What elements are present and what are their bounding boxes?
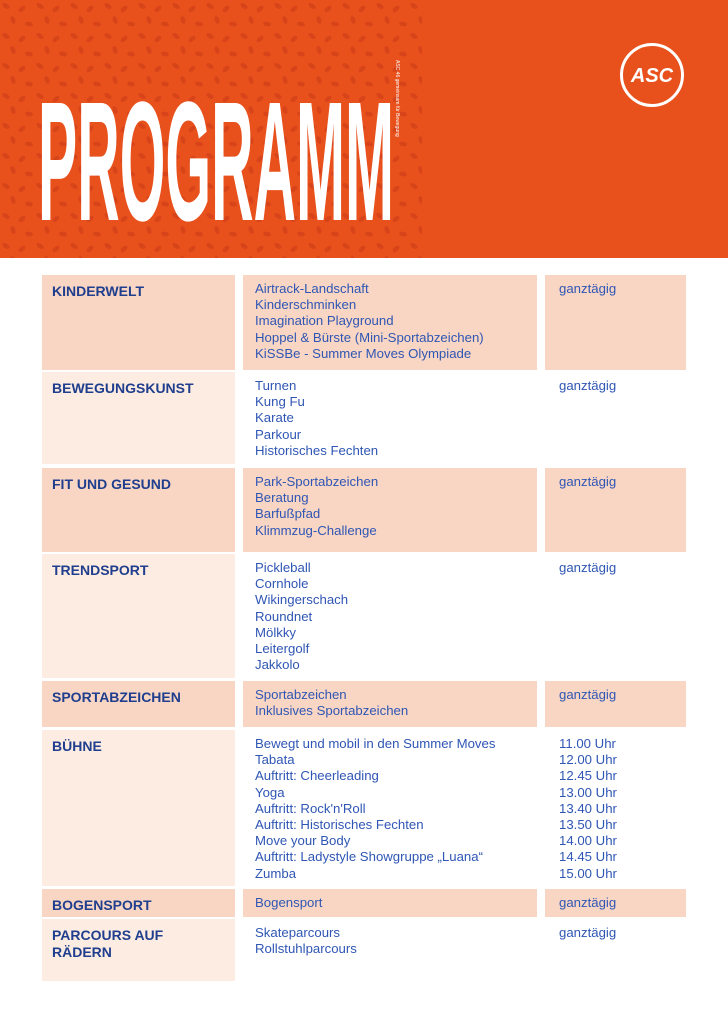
svg-text:PROGRAMM: PROGRAMM: [38, 67, 394, 224]
category-label: KINDERWELT: [52, 283, 145, 299]
activity-item: Auftritt: Ladystyle Showgruppe „Luana“: [255, 849, 483, 865]
activity-item: Auftritt: Historisches Fechten: [255, 817, 424, 833]
activity-item: Beratung: [255, 490, 309, 506]
time-cell: [545, 372, 686, 464]
program-row: [42, 372, 686, 464]
activity-item: Hoppel & Bürste (Mini-Sportabzeichen): [255, 329, 484, 345]
category-cell: [42, 275, 235, 370]
header-banner: [0, 0, 728, 258]
time-cell: [545, 554, 686, 678]
activity-item: Airtrack-Landschaft: [255, 281, 369, 296]
activity-item: Mölkky: [255, 624, 297, 640]
svg-text:ASC 46 gemeinsam für Bewegung: ASC 46 gemeinsam für Bewegung: [394, 60, 400, 137]
activities-cell: [243, 468, 537, 552]
time-value: ganztägig: [559, 925, 617, 940]
activity-item: Karate: [255, 410, 294, 426]
time-value: ganztägig: [559, 895, 617, 910]
vertical-note: [386, 60, 400, 170]
program-row: [42, 889, 686, 917]
svg-text:ASC: ASC: [630, 65, 674, 87]
page-title: [38, 40, 398, 224]
category-cell: [42, 468, 235, 552]
activity-item: Roundnet: [255, 608, 313, 624]
time-value: ganztägig: [559, 687, 617, 702]
time-cell: [545, 730, 686, 886]
activity-item: Leitergolf: [255, 641, 310, 657]
category-label: BOGENSPORT: [52, 897, 152, 913]
category-cell: [42, 554, 235, 678]
activities-cell: [243, 372, 537, 464]
activities-cell: [243, 919, 537, 981]
category-label: FIT UND GESUND: [52, 476, 171, 492]
activities-cell: [243, 554, 537, 678]
activity-item: Historisches Fechten: [255, 442, 379, 458]
time-cell: [545, 468, 686, 552]
activity-item: Cornhole: [255, 576, 309, 592]
time-value: 12.00 Uhr: [559, 752, 617, 768]
activities-cell: [243, 889, 537, 917]
activity-item: Bogensport: [255, 895, 323, 910]
activity-item: Turnen: [255, 378, 297, 393]
time-cell: [545, 681, 686, 727]
program-row: [42, 730, 686, 886]
time-value: 12.45 Uhr: [559, 768, 617, 784]
activities-cell: [243, 730, 537, 886]
time-cell: [545, 919, 686, 981]
time-value: ganztägig: [559, 560, 617, 575]
activity-item: Move your Body: [255, 833, 351, 849]
time-value: 11.00 Uhr: [559, 736, 616, 751]
asc-logo: [619, 42, 685, 108]
activity-item: Inklusives Sportabzeichen: [255, 703, 409, 719]
time-value: ganztägig: [559, 474, 617, 489]
category-label: SPORTABZEICHEN: [52, 689, 181, 705]
category-cell: [42, 889, 235, 917]
category-label: PARCOURS AUF RÄDERN: [52, 927, 164, 960]
activities-cell: [243, 275, 537, 370]
category-label: TRENDSPORT: [52, 562, 149, 578]
activities-cell: [243, 681, 537, 727]
category-cell: [42, 372, 235, 464]
program-row: [42, 919, 686, 981]
time-cell: [545, 889, 686, 917]
activity-item: Sportabzeichen: [255, 687, 347, 702]
activity-item: Wikingerschach: [255, 592, 349, 608]
activity-item: Park-Sportabzeichen: [255, 474, 379, 489]
activity-item: Parkour: [255, 426, 302, 442]
program-row: [42, 275, 686, 370]
activity-item: Zumba: [255, 865, 297, 881]
activity-item: Kung Fu: [255, 394, 305, 410]
time-value: 14.00 Uhr: [559, 833, 617, 849]
activity-item: Pickleball: [255, 560, 311, 575]
time-value: 15.00 Uhr: [559, 865, 617, 881]
activity-item: Imagination Playground: [255, 313, 394, 329]
activity-item: Bewegt und mobil in den Summer Moves: [255, 736, 496, 751]
program-row: [42, 554, 686, 678]
program-row: [42, 681, 686, 727]
activity-item: Tabata: [255, 752, 295, 768]
activity-item: Yoga: [255, 784, 285, 800]
activity-item: Klimmzug-Challenge: [255, 522, 377, 538]
activity-item: Auftritt: Rock'n'Roll: [255, 800, 366, 816]
category-label: BEWEGUNGSKUNST: [52, 380, 194, 396]
time-value: ganztägig: [559, 378, 617, 393]
activity-item: Skateparcours: [255, 925, 341, 940]
activity-item: Kinderschminken: [255, 297, 357, 313]
activity-item: Auftritt: Cheerleading: [255, 768, 379, 784]
program-row: [42, 468, 686, 552]
activity-item: Barfußpfad: [255, 506, 321, 522]
time-value: 13.50 Uhr: [559, 817, 617, 833]
activity-item: Rollstuhlparcours: [255, 941, 357, 957]
activity-item: Jakkolo: [255, 657, 300, 673]
category-cell: [42, 919, 235, 981]
category-label: BÜHNE: [52, 738, 102, 754]
time-value: ganztägig: [559, 281, 617, 296]
category-cell: [42, 730, 235, 886]
time-value: 13.00 Uhr: [559, 784, 617, 800]
time-cell: [545, 275, 686, 370]
activity-item: KiSSBe - Summer Moves Olympiade: [255, 345, 472, 361]
category-cell: [42, 681, 235, 727]
time-value: 14.45 Uhr: [559, 849, 617, 865]
time-value: 13.40 Uhr: [559, 800, 617, 816]
